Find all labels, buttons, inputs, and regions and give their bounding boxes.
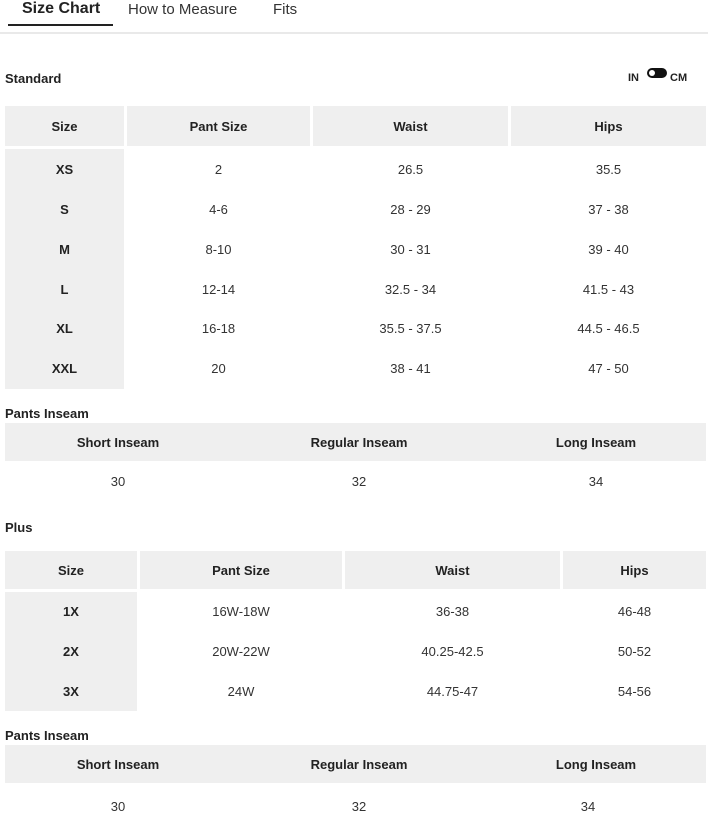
pant-size-cell: 16W-18W <box>212 604 270 619</box>
tab-bar <box>0 0 708 34</box>
unit-switch[interactable] <box>647 68 667 78</box>
col-header-regular-inseam: Regular Inseam <box>310 434 408 450</box>
waist-cell: 38 - 41 <box>390 360 431 376</box>
col-header-long-inseam: Long Inseam <box>555 756 637 772</box>
long-inseam-value: 34 <box>588 473 604 489</box>
waist-cell: 28 - 29 <box>390 201 431 217</box>
col-header-short-inseam: Short Inseam <box>76 434 160 450</box>
tab-size-chart[interactable]: Size Chart <box>22 0 101 17</box>
hips-cell: 54-56 <box>617 684 652 699</box>
short-inseam-value: 30 <box>110 798 126 814</box>
col-header-regular-inseam: Regular Inseam <box>310 756 408 772</box>
plus-inseam-header <box>5 745 706 783</box>
waist-cell: 26.5 <box>397 161 424 177</box>
tab-fits[interactable]: Fits <box>273 1 298 18</box>
pant-size-cell: 24W <box>227 684 255 699</box>
col-header-long-inseam: Long Inseam <box>555 434 637 450</box>
waist-cell: 40.25-42.5 <box>421 644 484 659</box>
col-header-pant-size: Pant Size <box>140 551 342 589</box>
regular-inseam-value: 32 <box>351 798 367 814</box>
unit-in-label[interactable]: IN <box>628 72 639 84</box>
hips-cell: 44.5 - 46.5 <box>577 320 640 336</box>
size-cell: XL <box>5 309 124 347</box>
pant-size-cell: 16-18 <box>201 320 236 336</box>
pant-size-cell: 4-6 <box>209 201 228 217</box>
long-inseam-value: 34 <box>580 798 596 814</box>
waist-cell: 35.5 - 37.5 <box>379 320 442 336</box>
pant-size-cell: 20 <box>211 360 226 376</box>
hips-cell: 47 - 50 <box>588 360 629 376</box>
tab-how-to-measure[interactable]: How to Measure <box>128 1 238 18</box>
pant-size-cell: 8-10 <box>205 241 232 257</box>
size-cell: XS <box>5 149 124 189</box>
size-cell: S <box>5 189 124 229</box>
col-header-pant-size: Pant Size <box>127 106 310 146</box>
size-cell: 1X <box>5 592 137 631</box>
standard-inseam-header <box>5 423 706 461</box>
size-cell: XXL <box>5 347 124 389</box>
hips-cell: 35.5 <box>595 161 622 177</box>
pant-size-cell: 2 <box>214 161 223 177</box>
pant-size-cell: 20W-22W <box>212 644 270 659</box>
hips-cell: 39 - 40 <box>588 241 629 257</box>
col-header-hips: Hips <box>511 106 706 146</box>
col-header-waist: Waist <box>345 551 560 589</box>
col-header-size: Size <box>5 106 124 146</box>
waist-cell: 32.5 - 34 <box>384 281 437 297</box>
standard-title: Standard <box>5 71 62 86</box>
hips-cell: 46-48 <box>617 604 652 619</box>
col-header-short-inseam: Short Inseam <box>76 756 160 772</box>
size-cell: M <box>5 229 124 269</box>
hips-cell: 41.5 - 43 <box>582 281 635 297</box>
waist-cell: 36-38 <box>435 604 470 619</box>
size-cell: 2X <box>5 631 137 672</box>
col-header-hips: Hips <box>563 551 706 589</box>
size-cell: L <box>5 269 124 309</box>
short-inseam-value: 30 <box>110 473 126 489</box>
plus-inseam-title: Pants Inseam <box>5 728 89 743</box>
col-header-waist: Waist <box>313 106 508 146</box>
col-header-size: Size <box>5 551 137 589</box>
hips-cell: 50-52 <box>617 644 652 659</box>
switch-knob <box>649 70 655 76</box>
hips-cell: 37 - 38 <box>588 201 629 217</box>
pant-size-cell: 12-14 <box>201 281 236 297</box>
unit-cm-label[interactable]: CM <box>670 72 688 84</box>
size-cell: 3X <box>5 672 137 711</box>
regular-inseam-value: 32 <box>351 473 367 489</box>
active-tab-indicator <box>8 24 113 26</box>
waist-cell: 30 - 31 <box>390 241 431 257</box>
plus-title: Plus <box>5 520 33 535</box>
standard-inseam-title: Pants Inseam <box>5 406 89 421</box>
waist-cell: 44.75-47 <box>426 684 479 699</box>
